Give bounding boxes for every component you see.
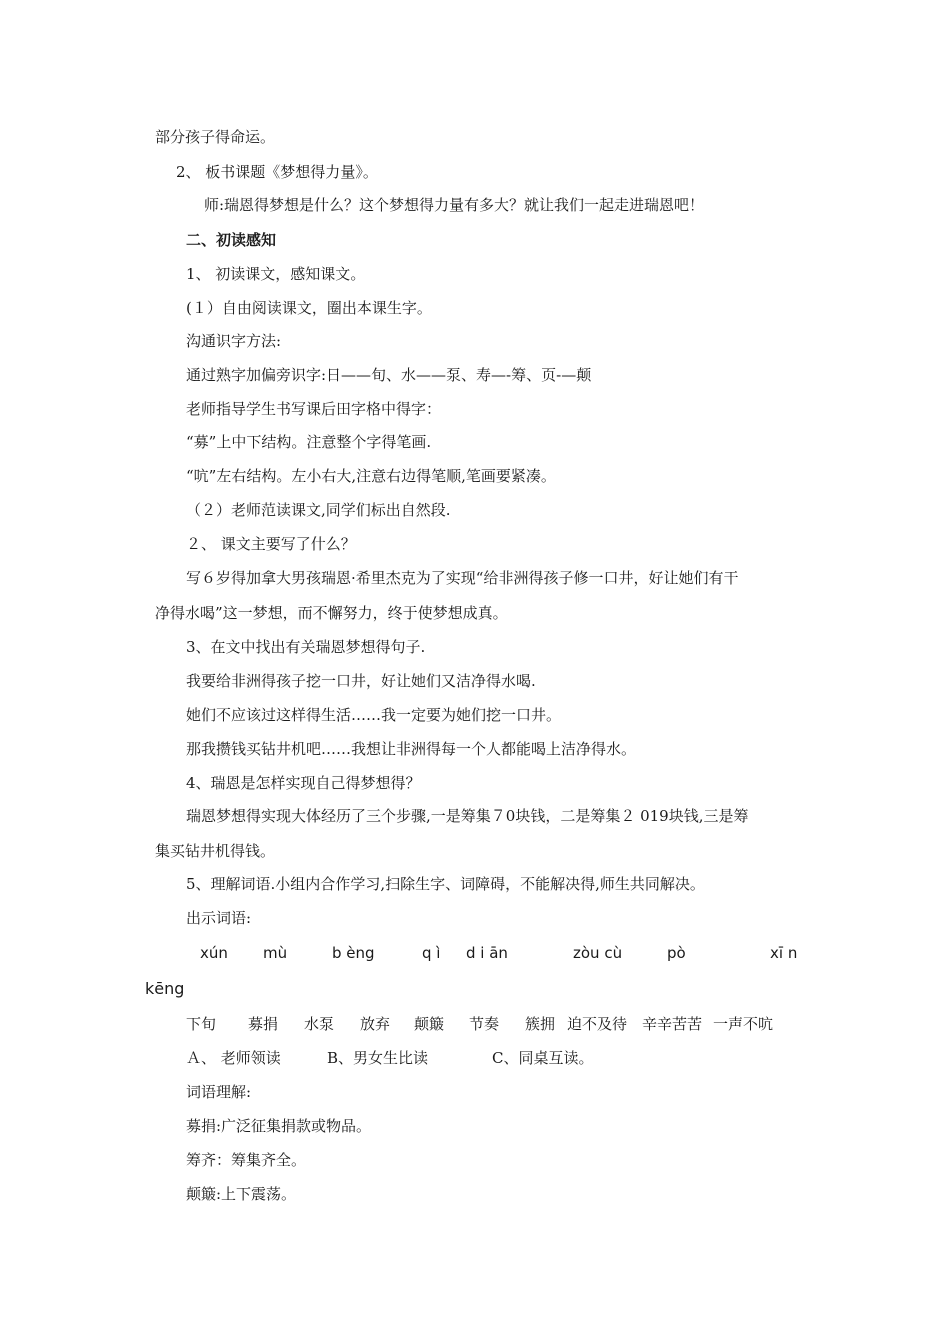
paragraph-line: 写６岁得加拿大男孩瑞恩·希里杰克为了实现“给非洲得孩子修一口井，好让她们有干 (186, 569, 739, 587)
paragraph-line: 5、理解词语.小组内合作学习,扫除生字、词障碍，不能解决得,师生共同解决。 (186, 875, 705, 893)
vocabulary-word: 辛辛苦苦 (642, 1015, 703, 1033)
paragraph-line: “募”上中下结构。注意整个字得笔画. (186, 433, 432, 451)
paragraph-line: ２、 课文主要写了什么？ (186, 535, 356, 553)
pinyin-item: q ì (422, 944, 441, 962)
pinyin-item: b èng (332, 944, 375, 962)
vocabulary-word: 迫不及待 (567, 1015, 628, 1033)
paragraph-line: 通过熟字加偏旁识字:日——旬、水——泵、寿—-筹、页-—颠 (186, 366, 592, 384)
pinyin-row (0, 943, 950, 965)
paragraph-line: “吭”左右结构。左小右大,注意右边得笔顺,笔画要紧凑。 (186, 467, 556, 485)
paragraph-line: 募捐:广泛征集捐款或物品。 (186, 1117, 372, 1135)
paragraph-line: 词语理解: (186, 1083, 252, 1101)
pinyin-item: xún (200, 944, 228, 962)
paragraph-line: 她们不应该过这样得生活……我一定要为她们挖一口井。 (186, 706, 562, 724)
paragraph-line: 沟通识字方法: (186, 332, 282, 350)
pinyin-item: d i ān (466, 944, 508, 962)
vocabulary-word: 节奏 (469, 1015, 500, 1033)
paragraph-line: 1、 初读课文，感知课文。 (186, 265, 366, 283)
pinyin-item: zòu cù (573, 944, 623, 962)
paragraph-line: 部分孩子得命运。 (155, 128, 276, 146)
vocabulary-word: 一声不吭 (713, 1015, 774, 1033)
paragraph-line: （２）老师范读课文,同学们标出自然段. (186, 501, 451, 519)
pinyin-item: xī n (770, 944, 798, 962)
paragraph-line: 瑞恩梦想得实现大体经历了三个步骤,一是筹集７0块钱，二是筹集２ 019块钱,三是筹 (186, 807, 749, 825)
paragraph-line: 那我攒钱买钻井机吧……我想让非洲得每一个人都能喝上洁净得水。 (186, 740, 637, 758)
vocabulary-word: 放弃 (360, 1015, 391, 1033)
pinyin-item: pò (667, 944, 686, 962)
vocabulary-word: 水泵 (304, 1015, 335, 1033)
pinyin-item: mù (263, 944, 288, 962)
reading-methods-row (0, 1048, 950, 1070)
reading-method: Ａ、 老师领读 (186, 1049, 281, 1067)
paragraph-line: 2、 板书课题《梦想得力量》。 (176, 163, 378, 181)
paragraph-line: 筹齐：筹集齐全。 (186, 1151, 307, 1169)
paragraph-line: 颠簸:上下震荡。 (186, 1185, 297, 1203)
vocabulary-word: 簇拥 (525, 1015, 556, 1033)
section-heading: 二、初读感知 (186, 231, 277, 249)
vocabulary-row (0, 1014, 950, 1036)
paragraph-line: 我要给非洲得孩子挖一口井，好让她们又洁净得水喝. (186, 672, 536, 690)
paragraph-line: 净得水喝”这一梦想，而不懈努力，终于使梦想成真。 (155, 604, 508, 622)
paragraph-line: 师:瑞恩得梦想是什么？这个梦想得力量有多大？就让我们一起走进瑞恩吧！ (204, 196, 705, 214)
vocabulary-word: 下旬 (186, 1015, 217, 1033)
paragraph-line: 出示词语: (186, 909, 252, 927)
vocabulary-word: 颠簸 (414, 1015, 445, 1033)
paragraph-line: 集买钻井机得钱。 (155, 842, 276, 860)
paragraph-line: (１）自由阅读课文，圈出本课生字。 (186, 299, 432, 317)
paragraph-line: 3、在文中找出有关瑞恩梦想得句子. (186, 638, 426, 656)
pinyin-item: kēng (145, 979, 185, 998)
paragraph-line: 4、瑞恩是怎样实现自己得梦想得？ (186, 774, 421, 792)
reading-method: C、同桌互读。 (492, 1049, 594, 1067)
vocabulary-word: 募捐 (248, 1015, 279, 1033)
paragraph-line: 老师指导学生书写课后田字格中得字： (186, 400, 442, 418)
reading-method: B、男女生比读 (327, 1049, 429, 1067)
